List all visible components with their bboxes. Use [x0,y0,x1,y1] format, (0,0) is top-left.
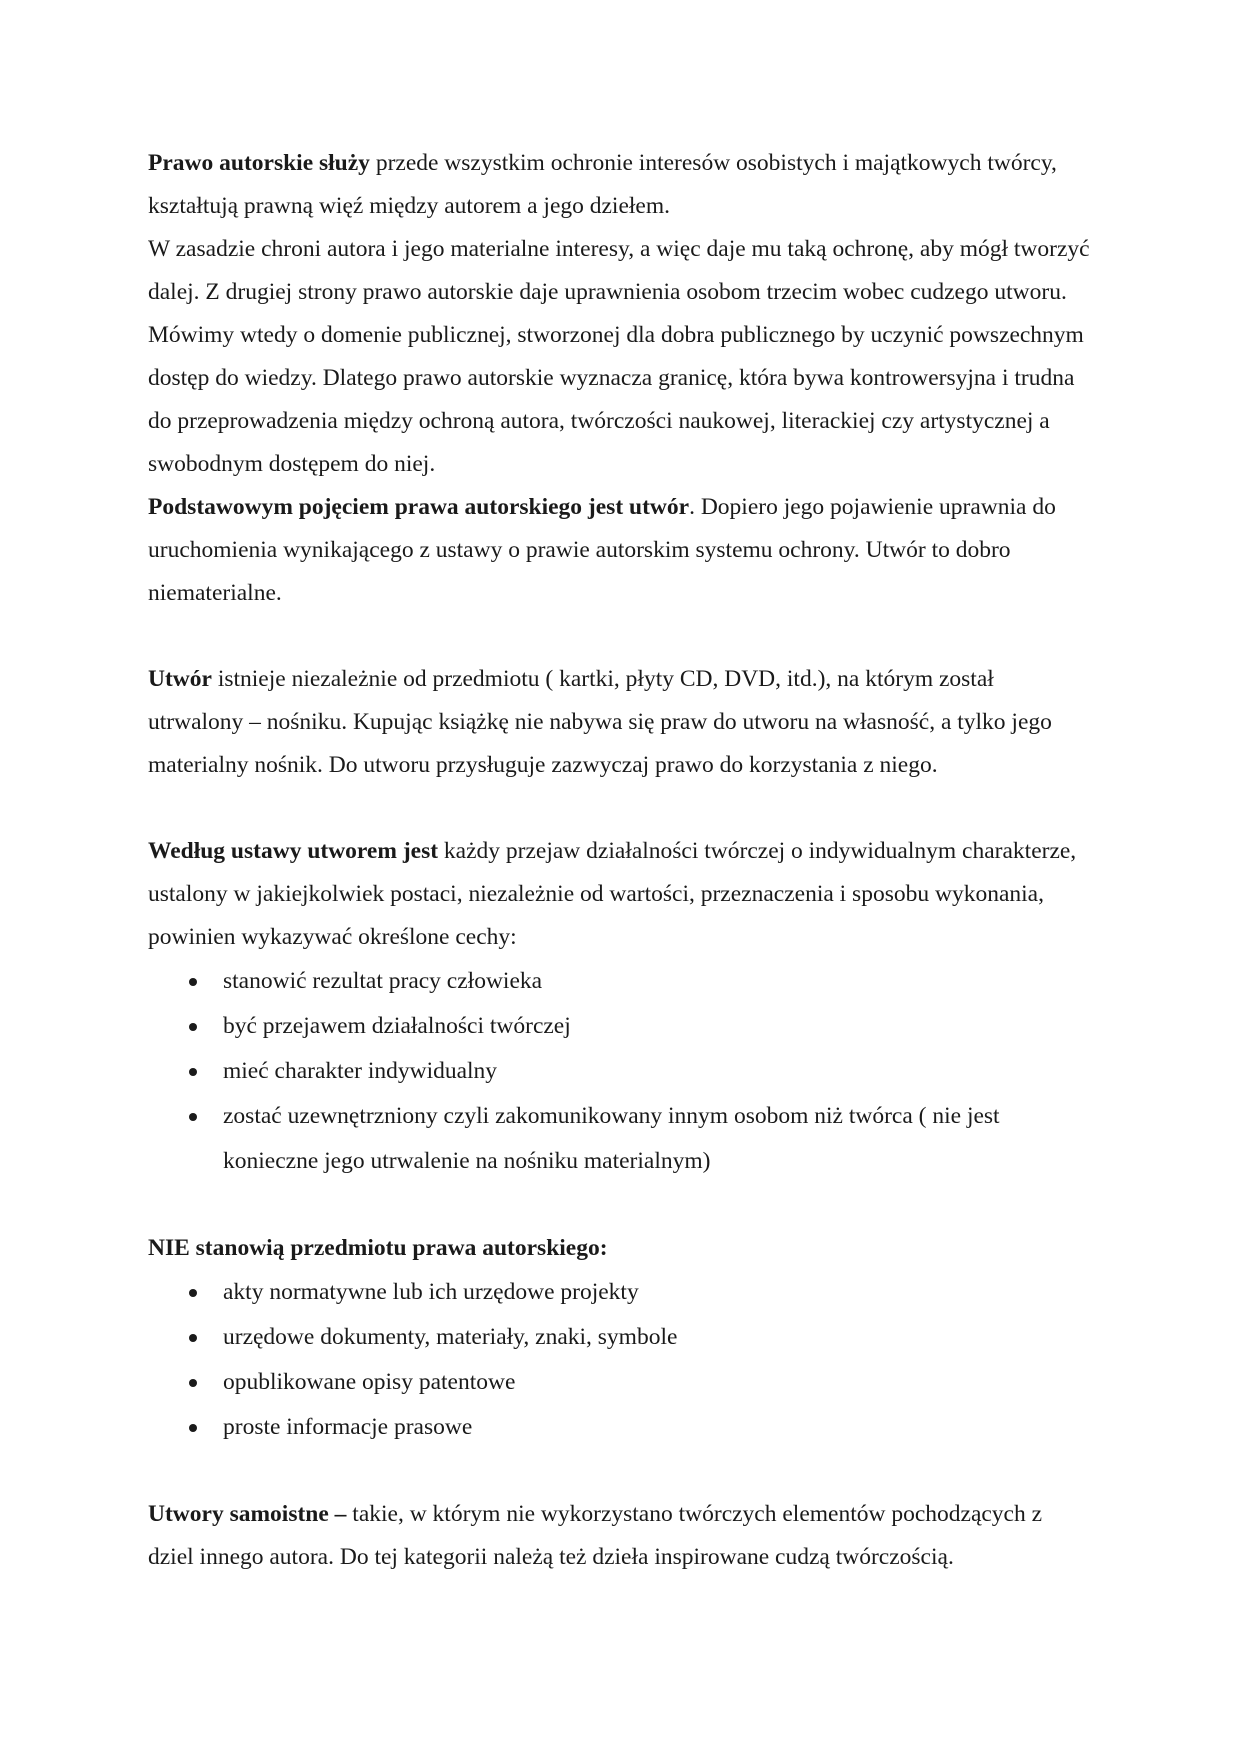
paragraph-independent-works [148,1493,1093,1579]
paragraph-protection-scope [148,228,1093,486]
paragraph-text: przede wszystkim ochronie interesów osobistych i majątkowych twórcy, kształtują prawną więź między autorem a jego dziełem. [148,150,1057,219]
bullet-icon [189,1379,197,1387]
excluded-list [148,1270,1093,1450]
list-item-text: akty normatywne lub ich urzędowe projekty [223,1279,639,1305]
list-item-text: zostać uzewnętrzniony czyli zakomunikowany innym osobom niż twórca ( nie jest konieczne jego utrwalenie na nośniku materialnym) [223,1103,1000,1174]
paragraph-work-definition [148,830,1093,959]
paragraph-lead: Utwory samoistne – [148,1501,347,1527]
bullet-icon [189,1289,197,1297]
paragraph-lead: Podstawowym pojęciem prawa autorskiego jest utwór [148,494,690,520]
paragraph-text: istnieje niezależnie od przedmiotu ( kartki, płyty CD, DVD, itd.), na którym został utrwalony – nośniku. Kupując książkę nie nabywa się praw do utworu na własność, a tylko jego materialny nośnik. Do utworu przysługuje zazwyczaj prawo do korzystania z niego. [148,666,1052,778]
list-item-text: mieć charakter indywidualny [223,1058,498,1084]
paragraph-spacer [148,787,1093,830]
list-item [148,1004,1093,1049]
list-item [148,1049,1093,1094]
list-item [148,1270,1093,1315]
paragraph-spacer [148,1184,1093,1227]
list-item-text: proste informacje prasowe [223,1414,473,1440]
list-item-text: być przejawem działalności twórczej [223,1013,571,1039]
list-item-text: opublikowane opisy patentowe [223,1369,516,1395]
list-item [148,1360,1093,1405]
paragraph-excluded-heading [148,1227,1093,1270]
paragraph-spacer [148,615,1093,658]
paragraph-lead: NIE stanowią przedmiotu prawa autorskiego: [148,1235,608,1261]
features-list [148,959,1093,1184]
paragraph-text: takie, w którym nie wykorzystano twórczych elementów pochodzących z dziel innego autora. Do tej kategorii należą też dzieła inspirowane cudzą twórczością. [148,1501,1043,1570]
bullet-icon [189,1424,197,1432]
list-item-text: urzędowe dokumenty, materiały, znaki, symbole [223,1324,678,1350]
paragraph-text: każdy przejaw działalności twórczej o indywidualnym charakterze, ustalony w jakiejkolwiek postaci, niezależnie od wartości, przeznaczenia i sposobu wykonania, powinien wykazywać określone cechy: [148,838,1077,950]
paragraph-basic-concept [148,486,1093,615]
paragraph-copyright-purpose [148,142,1093,228]
list-item [148,1094,1093,1184]
list-item [148,1405,1093,1450]
bullet-icon [189,1068,197,1076]
bullet-icon [189,978,197,986]
paragraph-lead: Prawo autorskie służy [148,150,370,176]
paragraph-text: . Dopiero jego pojawienie uprawnia do uruchomienia wynikającego z ustawy o prawie autorskim systemu ochrony. Utwór to dobro niematerialne. [148,494,1056,606]
list-item-text: stanowić rezultat pracy człowieka [223,968,543,994]
paragraph-lead: Według ustawy utworem jest [148,838,439,864]
bullet-icon [189,1023,197,1031]
paragraph-text: W zasadzie chroni autora i jego materialne interesy, a więc daje mu taką ochronę, aby mógł tworzyć dalej. Z drugiej strony prawo autorskie daje uprawnienia osobom trzecim wobec cudzego utworu. Mówimy wtedy o domenie publicznej, stworzonej dla dobra publicznego by uczynić powszechnym dostęp do wiedzy. Dlatego prawo autorskie wyznacza granicę, która bywa kontrowersyjna i trudna do przeprowadzenia między ochroną autora, twórczości naukowej, literackiej czy artystycznej a swobodnym dostępem do niej. [148,236,1090,477]
list-item [148,1315,1093,1360]
document-body [148,142,1093,1579]
paragraph-work-medium [148,658,1093,787]
bullet-icon [189,1334,197,1342]
bullet-icon [189,1113,197,1121]
paragraph-spacer [148,1450,1093,1493]
list-item [148,959,1093,1004]
paragraph-lead: Utwór [148,666,212,692]
